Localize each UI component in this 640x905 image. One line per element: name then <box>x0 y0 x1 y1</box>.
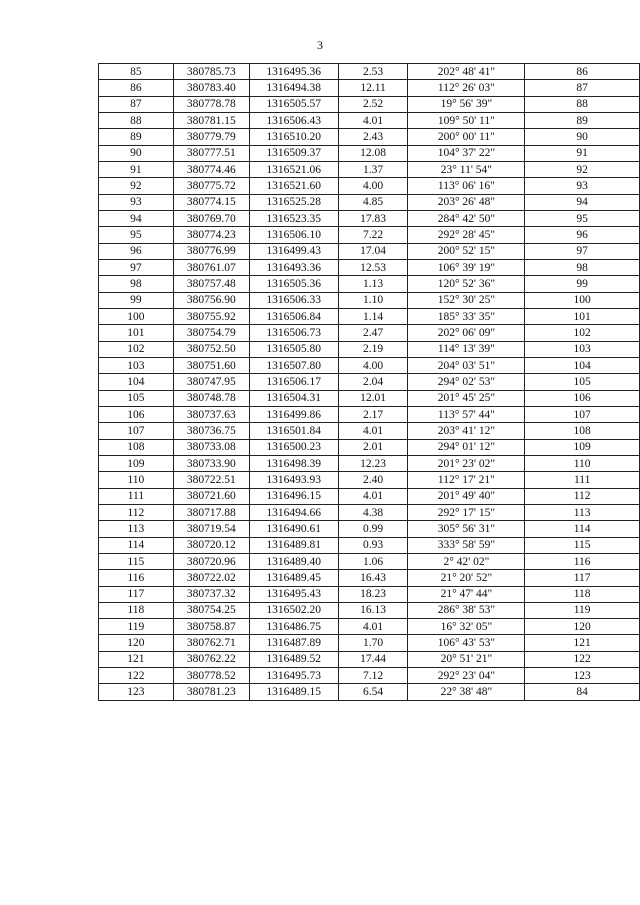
point-number-cell: 86 <box>99 80 174 96</box>
distance-cell: 1.14 <box>338 308 408 324</box>
y-coordinate-cell: 1316507.80 <box>249 357 338 373</box>
point-number-cell: 108 <box>99 439 174 455</box>
point-number-cell: 113 <box>99 521 174 537</box>
distance-cell: 12.53 <box>338 259 408 275</box>
next-point-cell: 92 <box>525 161 640 177</box>
distance-cell: 17.83 <box>338 210 408 226</box>
y-coordinate-cell: 1316505.80 <box>249 341 338 357</box>
table-row <box>99 553 640 569</box>
bearing-cell: 284° 42' 50" <box>408 210 525 226</box>
y-coordinate-cell: 1316496.15 <box>249 488 338 504</box>
next-point-cell: 94 <box>525 194 640 210</box>
y-coordinate-cell: 1316487.89 <box>249 635 338 651</box>
bearing-cell: 2° 42' 02" <box>408 553 525 569</box>
point-number-cell: 116 <box>99 570 174 586</box>
bearing-cell: 200° 00' 11" <box>408 129 525 145</box>
table-row <box>99 292 640 308</box>
y-coordinate-cell: 1316494.38 <box>249 80 338 96</box>
bearing-cell: 204° 03' 51" <box>408 357 525 373</box>
next-point-cell: 108 <box>525 423 640 439</box>
point-number-cell: 98 <box>99 276 174 292</box>
bearing-cell: 200° 52' 15" <box>408 243 525 259</box>
y-coordinate-cell: 1316490.61 <box>249 521 338 537</box>
next-point-cell: 118 <box>525 586 640 602</box>
point-number-cell: 103 <box>99 357 174 373</box>
y-coordinate-cell: 1316499.43 <box>249 243 338 259</box>
bearing-cell: 286° 38' 53" <box>408 602 525 618</box>
bearing-cell: 114° 13' 39" <box>408 341 525 357</box>
bearing-cell: 294° 02' 53" <box>408 374 525 390</box>
next-point-cell: 107 <box>525 406 640 422</box>
table-row <box>99 96 640 112</box>
distance-cell: 4.00 <box>338 178 408 194</box>
next-point-cell: 101 <box>525 308 640 324</box>
point-number-cell: 101 <box>99 325 174 341</box>
bearing-cell: 109° 50' 11" <box>408 112 525 128</box>
table-row <box>99 472 640 488</box>
x-coordinate-cell: 380774.23 <box>173 227 249 243</box>
x-coordinate-cell: 380774.46 <box>173 161 249 177</box>
table-row <box>99 308 640 324</box>
table-row <box>99 112 640 128</box>
x-coordinate-cell: 380748.78 <box>173 390 249 406</box>
bearing-cell: 185° 33' 35" <box>408 308 525 324</box>
table-row <box>99 668 640 684</box>
y-coordinate-cell: 1316494.66 <box>249 504 338 520</box>
point-number-cell: 107 <box>99 423 174 439</box>
table-row <box>99 488 640 504</box>
table-row <box>99 570 640 586</box>
y-coordinate-cell: 1316525.28 <box>249 194 338 210</box>
point-number-cell: 87 <box>99 96 174 112</box>
bearing-cell: 113° 57' 44" <box>408 406 525 422</box>
next-point-cell: 88 <box>525 96 640 112</box>
y-coordinate-cell: 1316509.37 <box>249 145 338 161</box>
x-coordinate-cell: 380783.40 <box>173 80 249 96</box>
y-coordinate-cell: 1316506.10 <box>249 227 338 243</box>
table-row <box>99 210 640 226</box>
point-number-cell: 100 <box>99 308 174 324</box>
table-row <box>99 374 640 390</box>
point-number-cell: 119 <box>99 619 174 635</box>
y-coordinate-cell: 1316501.84 <box>249 423 338 439</box>
next-point-cell: 120 <box>525 619 640 635</box>
next-point-cell: 105 <box>525 374 640 390</box>
point-number-cell: 85 <box>99 64 174 80</box>
next-point-cell: 84 <box>525 684 640 700</box>
next-point-cell: 97 <box>525 243 640 259</box>
distance-cell: 4.01 <box>338 112 408 128</box>
next-point-cell: 95 <box>525 210 640 226</box>
point-number-cell: 104 <box>99 374 174 390</box>
point-number-cell: 102 <box>99 341 174 357</box>
bearing-cell: 201° 49' 40" <box>408 488 525 504</box>
point-number-cell: 106 <box>99 406 174 422</box>
bearing-cell: 333° 58' 59" <box>408 537 525 553</box>
x-coordinate-cell: 380756.90 <box>173 292 249 308</box>
x-coordinate-cell: 380737.63 <box>173 406 249 422</box>
x-coordinate-cell: 380781.15 <box>173 112 249 128</box>
table-row <box>99 178 640 194</box>
y-coordinate-cell: 1316498.39 <box>249 455 338 471</box>
y-coordinate-cell: 1316486.75 <box>249 619 338 635</box>
table-row <box>99 227 640 243</box>
x-coordinate-cell: 380733.08 <box>173 439 249 455</box>
point-number-cell: 97 <box>99 259 174 275</box>
next-point-cell: 100 <box>525 292 640 308</box>
point-number-cell: 112 <box>99 504 174 520</box>
point-number-cell: 111 <box>99 488 174 504</box>
next-point-cell: 103 <box>525 341 640 357</box>
bearing-cell: 104° 37' 22" <box>408 145 525 161</box>
next-point-cell: 87 <box>525 80 640 96</box>
bearing-cell: 292° 23' 04" <box>408 668 525 684</box>
next-point-cell: 121 <box>525 635 640 651</box>
x-coordinate-cell: 380785.73 <box>173 64 249 80</box>
next-point-cell: 93 <box>525 178 640 194</box>
x-coordinate-cell: 380778.78 <box>173 96 249 112</box>
y-coordinate-cell: 1316495.43 <box>249 586 338 602</box>
x-coordinate-cell: 380719.54 <box>173 521 249 537</box>
y-coordinate-cell: 1316523.35 <box>249 210 338 226</box>
next-point-cell: 86 <box>525 64 640 80</box>
x-coordinate-cell: 380779.79 <box>173 129 249 145</box>
x-coordinate-cell: 380752.50 <box>173 341 249 357</box>
bearing-cell: 305° 56' 31" <box>408 521 525 537</box>
bearing-cell: 201° 23' 02" <box>408 455 525 471</box>
point-number-cell: 118 <box>99 602 174 618</box>
next-point-cell: 106 <box>525 390 640 406</box>
x-coordinate-cell: 380747.95 <box>173 374 249 390</box>
distance-cell: 2.19 <box>338 341 408 357</box>
x-coordinate-cell: 380769.70 <box>173 210 249 226</box>
bearing-cell: 106° 39' 19" <box>408 259 525 275</box>
next-point-cell: 112 <box>525 488 640 504</box>
table-row <box>99 537 640 553</box>
next-point-cell: 102 <box>525 325 640 341</box>
distance-cell: 2.17 <box>338 406 408 422</box>
distance-cell: 2.40 <box>338 472 408 488</box>
table-row <box>99 325 640 341</box>
distance-cell: 4.00 <box>338 357 408 373</box>
table-row <box>99 423 640 439</box>
point-number-cell: 95 <box>99 227 174 243</box>
next-point-cell: 89 <box>525 112 640 128</box>
y-coordinate-cell: 1316489.40 <box>249 553 338 569</box>
x-coordinate-cell: 380737.32 <box>173 586 249 602</box>
bearing-cell: 23° 11' 54" <box>408 161 525 177</box>
distance-cell: 12.11 <box>338 80 408 96</box>
table-row <box>99 504 640 520</box>
distance-cell: 16.43 <box>338 570 408 586</box>
distance-cell: 12.23 <box>338 455 408 471</box>
y-coordinate-cell: 1316521.06 <box>249 161 338 177</box>
point-number-cell: 90 <box>99 145 174 161</box>
y-coordinate-cell: 1316510.20 <box>249 129 338 145</box>
x-coordinate-cell: 380754.79 <box>173 325 249 341</box>
x-coordinate-cell: 380774.15 <box>173 194 249 210</box>
next-point-cell: 91 <box>525 145 640 161</box>
point-number-cell: 99 <box>99 292 174 308</box>
table-row <box>99 390 640 406</box>
table-row <box>99 145 640 161</box>
distance-cell: 2.43 <box>338 129 408 145</box>
distance-cell: 7.22 <box>338 227 408 243</box>
bearing-cell: 120° 52' 36" <box>408 276 525 292</box>
point-number-cell: 122 <box>99 668 174 684</box>
distance-cell: 17.04 <box>338 243 408 259</box>
y-coordinate-cell: 1316489.52 <box>249 651 338 667</box>
y-coordinate-cell: 1316500.23 <box>249 439 338 455</box>
y-coordinate-cell: 1316499.86 <box>249 406 338 422</box>
x-coordinate-cell: 380751.60 <box>173 357 249 373</box>
bearing-cell: 16° 32' 05" <box>408 619 525 635</box>
point-number-cell: 123 <box>99 684 174 700</box>
distance-cell: 4.01 <box>338 423 408 439</box>
bearing-cell: 20° 51' 21" <box>408 651 525 667</box>
x-coordinate-cell: 380757.48 <box>173 276 249 292</box>
distance-cell: 1.70 <box>338 635 408 651</box>
next-point-cell: 115 <box>525 537 640 553</box>
y-coordinate-cell: 1316493.93 <box>249 472 338 488</box>
table-row <box>99 406 640 422</box>
bearing-cell: 203° 41' 12" <box>408 423 525 439</box>
bearing-cell: 112° 17' 21" <box>408 472 525 488</box>
table-row <box>99 521 640 537</box>
point-number-cell: 88 <box>99 112 174 128</box>
x-coordinate-cell: 380722.02 <box>173 570 249 586</box>
bearing-cell: 202° 48' 41" <box>408 64 525 80</box>
bearing-cell: 292° 17' 15" <box>408 504 525 520</box>
bearing-cell: 21° 47' 44" <box>408 586 525 602</box>
distance-cell: 12.08 <box>338 145 408 161</box>
distance-cell: 1.06 <box>338 553 408 569</box>
distance-cell: 17.44 <box>338 651 408 667</box>
bearing-cell: 19° 56' 39" <box>408 96 525 112</box>
point-number-cell: 109 <box>99 455 174 471</box>
x-coordinate-cell: 380778.52 <box>173 668 249 684</box>
table-row <box>99 455 640 471</box>
bearing-cell: 112° 26' 03" <box>408 80 525 96</box>
distance-cell: 2.52 <box>338 96 408 112</box>
table-row <box>99 439 640 455</box>
x-coordinate-cell: 380720.96 <box>173 553 249 569</box>
y-coordinate-cell: 1316489.15 <box>249 684 338 700</box>
y-coordinate-cell: 1316505.36 <box>249 276 338 292</box>
bearing-cell: 202° 06' 09" <box>408 325 525 341</box>
point-number-cell: 110 <box>99 472 174 488</box>
table-row <box>99 635 640 651</box>
distance-cell: 16.13 <box>338 602 408 618</box>
point-number-cell: 93 <box>99 194 174 210</box>
distance-cell: 4.38 <box>338 504 408 520</box>
distance-cell: 12.01 <box>338 390 408 406</box>
distance-cell: 4.01 <box>338 619 408 635</box>
y-coordinate-cell: 1316504.31 <box>249 390 338 406</box>
x-coordinate-cell: 380754.25 <box>173 602 249 618</box>
distance-cell: 2.01 <box>338 439 408 455</box>
table-row <box>99 129 640 145</box>
bearing-cell: 294° 01' 12" <box>408 439 525 455</box>
y-coordinate-cell: 1316502.20 <box>249 602 338 618</box>
bearing-cell: 21° 20' 52" <box>408 570 525 586</box>
bearing-cell: 106° 43' 53" <box>408 635 525 651</box>
next-point-cell: 110 <box>525 455 640 471</box>
bearing-cell: 22° 38' 48" <box>408 684 525 700</box>
bearing-cell: 203° 26' 48" <box>408 194 525 210</box>
y-coordinate-cell: 1316506.73 <box>249 325 338 341</box>
table-row <box>99 259 640 275</box>
x-coordinate-cell: 380777.51 <box>173 145 249 161</box>
x-coordinate-cell: 380722.51 <box>173 472 249 488</box>
point-number-cell: 91 <box>99 161 174 177</box>
y-coordinate-cell: 1316495.36 <box>249 64 338 80</box>
x-coordinate-cell: 380776.99 <box>173 243 249 259</box>
point-number-cell: 105 <box>99 390 174 406</box>
x-coordinate-cell: 380781.23 <box>173 684 249 700</box>
x-coordinate-cell: 380762.71 <box>173 635 249 651</box>
next-point-cell: 90 <box>525 129 640 145</box>
x-coordinate-cell: 380762.22 <box>173 651 249 667</box>
next-point-cell: 99 <box>525 276 640 292</box>
bearing-cell: 201° 45' 25" <box>408 390 525 406</box>
y-coordinate-cell: 1316493.36 <box>249 259 338 275</box>
distance-cell: 2.47 <box>338 325 408 341</box>
table-row <box>99 194 640 210</box>
next-point-cell: 109 <box>525 439 640 455</box>
next-point-cell: 116 <box>525 553 640 569</box>
point-number-cell: 96 <box>99 243 174 259</box>
point-number-cell: 117 <box>99 586 174 602</box>
distance-cell: 2.53 <box>338 64 408 80</box>
x-coordinate-cell: 380733.90 <box>173 455 249 471</box>
table-row <box>99 80 640 96</box>
x-coordinate-cell: 380721.60 <box>173 488 249 504</box>
next-point-cell: 96 <box>525 227 640 243</box>
y-coordinate-cell: 1316506.43 <box>249 112 338 128</box>
x-coordinate-cell: 380761.07 <box>173 259 249 275</box>
distance-cell: 0.93 <box>338 537 408 553</box>
table-row <box>99 64 640 80</box>
distance-cell: 7.12 <box>338 668 408 684</box>
table-row <box>99 619 640 635</box>
page-number: 3 <box>317 38 323 52</box>
y-coordinate-cell: 1316489.81 <box>249 537 338 553</box>
distance-cell: 6.54 <box>338 684 408 700</box>
next-point-cell: 113 <box>525 504 640 520</box>
x-coordinate-cell: 380758.87 <box>173 619 249 635</box>
point-number-cell: 92 <box>99 178 174 194</box>
next-point-cell: 111 <box>525 472 640 488</box>
x-coordinate-cell: 380775.72 <box>173 178 249 194</box>
point-number-cell: 89 <box>99 129 174 145</box>
distance-cell: 1.37 <box>338 161 408 177</box>
point-number-cell: 121 <box>99 651 174 667</box>
bearing-cell: 152° 30' 25" <box>408 292 525 308</box>
x-coordinate-cell: 380736.75 <box>173 423 249 439</box>
next-point-cell: 117 <box>525 570 640 586</box>
next-point-cell: 114 <box>525 521 640 537</box>
point-number-cell: 115 <box>99 553 174 569</box>
distance-cell: 1.10 <box>338 292 408 308</box>
next-point-cell: 98 <box>525 259 640 275</box>
x-coordinate-cell: 380755.92 <box>173 308 249 324</box>
distance-cell: 4.85 <box>338 194 408 210</box>
y-coordinate-cell: 1316506.84 <box>249 308 338 324</box>
y-coordinate-cell: 1316506.17 <box>249 374 338 390</box>
next-point-cell: 123 <box>525 668 640 684</box>
table-row <box>99 684 640 700</box>
next-point-cell: 119 <box>525 602 640 618</box>
y-coordinate-cell: 1316489.45 <box>249 570 338 586</box>
table-row <box>99 161 640 177</box>
table-row <box>99 243 640 259</box>
point-number-cell: 120 <box>99 635 174 651</box>
table-row <box>99 357 640 373</box>
bearing-cell: 292° 28' 45" <box>408 227 525 243</box>
y-coordinate-cell: 1316521.60 <box>249 178 338 194</box>
table-row <box>99 651 640 667</box>
table-row <box>99 586 640 602</box>
table-row <box>99 341 640 357</box>
point-number-cell: 94 <box>99 210 174 226</box>
bearing-cell: 113° 06' 16" <box>408 178 525 194</box>
coordinates-table <box>98 63 640 701</box>
coordinates-table-body <box>99 64 640 701</box>
x-coordinate-cell: 380720.12 <box>173 537 249 553</box>
distance-cell: 4.01 <box>338 488 408 504</box>
distance-cell: 18.23 <box>338 586 408 602</box>
next-point-cell: 122 <box>525 651 640 667</box>
y-coordinate-cell: 1316506.33 <box>249 292 338 308</box>
point-number-cell: 114 <box>99 537 174 553</box>
next-point-cell: 104 <box>525 357 640 373</box>
table-row <box>99 276 640 292</box>
table-row <box>99 602 640 618</box>
distance-cell: 0.99 <box>338 521 408 537</box>
distance-cell: 1.13 <box>338 276 408 292</box>
y-coordinate-cell: 1316495.73 <box>249 668 338 684</box>
distance-cell: 2.04 <box>338 374 408 390</box>
y-coordinate-cell: 1316505.57 <box>249 96 338 112</box>
x-coordinate-cell: 380717.88 <box>173 504 249 520</box>
